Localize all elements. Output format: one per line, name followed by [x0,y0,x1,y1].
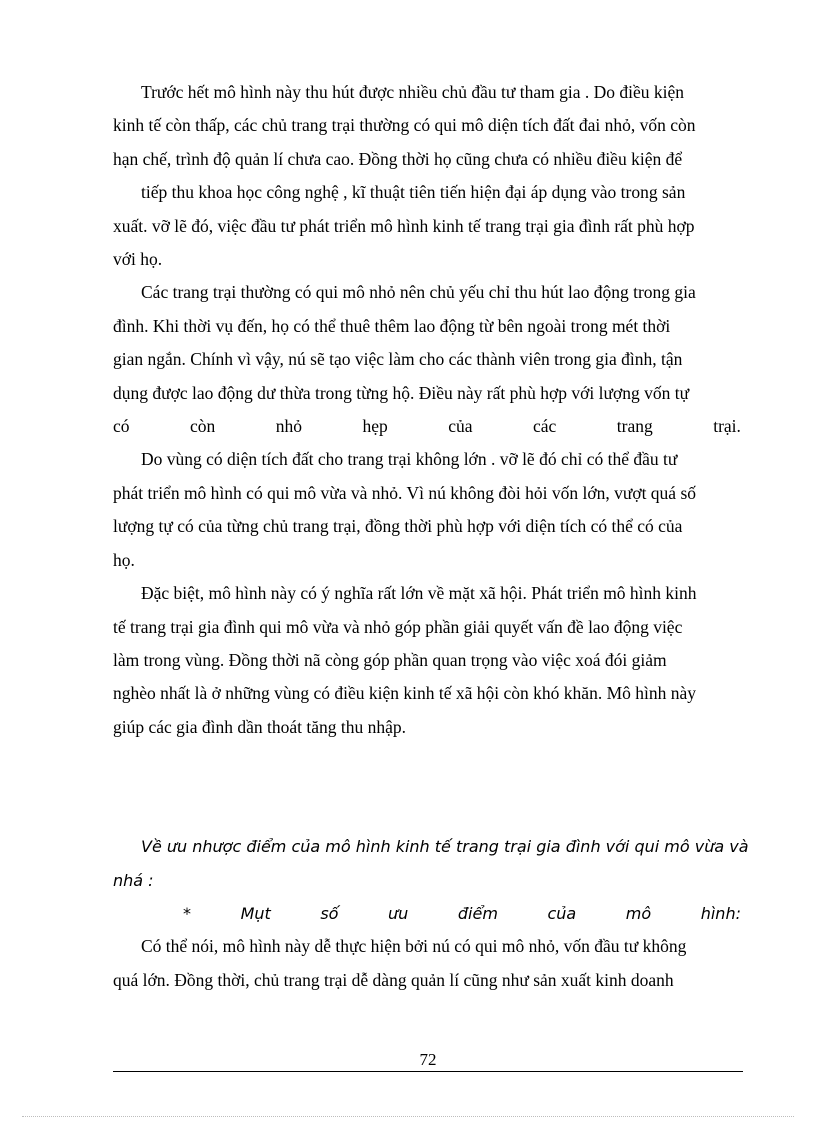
word: nhỏ [275,416,302,437]
text-line: Đặc biệt, mô hình này có ý nghĩa rất lớn về mặt xã hội. Phát triển mô hình kinh [141,583,697,604]
footer-rule [113,1071,743,1072]
page-edge-dotted-line [22,1116,794,1117]
text-line: Các trang trại thường có qui mô nhỏ nên chủ yếu chỉ thu hút lao động trong gia [141,282,696,303]
text-line: xuất. vỡ lẽ đó, việc đầu tư phát triển mô hình kinh tế trang trại gia đình rất phù hợp [113,215,695,236]
text-line: Trước hết mô hình này thu hút được nhiều chủ đầu tư tham gia . Do điều kiện [141,82,685,102]
text-line: tế trang trại gia đình qui mô vừa và nhỏ góp phần giải quyết vấn đề lao động việc [113,616,683,637]
word: của [547,903,577,923]
text-line: hạn chế, trình độ quản lí chưa cao. Đồng thời họ cũng chưa có nhiều điều kiện để [113,148,683,169]
italic-heading-line: nhá : [113,870,154,890]
word: ưu [388,903,409,923]
text-line: lượng tự có của từng chủ trang trại, đồng thời phù hợp với diện tích có thể có của [113,516,683,537]
text-line: Có thể nói, mô hình này dễ thực hiện bởi nú có qui mô nhỏ, vốn đầu tư không [141,936,687,957]
word: số [320,903,339,923]
paragraph-4 [113,577,741,744]
text-line: giúp các gia đình dần thoát tăng thu nhập. [113,716,407,737]
word: còn [190,416,216,437]
text-line: tiếp thu khoa học công nghệ , kĩ thuật tiên tiến hiện đại áp dụng vào trong sản [141,182,686,203]
word: trại. [713,416,741,437]
word: các [532,416,557,437]
text-line: với họ. [113,249,163,270]
word: điểm [457,903,498,923]
word: hẹp [362,416,388,437]
word: có [113,416,130,437]
text-line: nghèo nhất là ở những vùng có điều kiện kinh tế xã hội còn khó khăn. Mô hình này [113,683,697,704]
text-line: Do vùng có diện tích đất cho trang trại không lớn . vỡ lẽ đó chỉ có thể đầu tư [141,449,678,470]
paragraph-5 [113,930,741,997]
italic-heading-line: Về ưu nhược điểm của mô hình kinh tế trang trại gia đình với qui mô vừa và [141,837,749,857]
page-body [113,76,749,997]
word: của [448,416,473,437]
word: hình: [700,903,741,923]
text-line: làm trong vùng. Đồng thời nã còng góp phần quan trọng vào việc xoá đói giảm [113,649,667,670]
text-line: quá lớn. Đồng thời, chủ trang trại dễ dàng quản lí cũng như sản xuất kinh doanh [113,969,674,990]
text-line: phát triển mô hình có qui mô vừa và nhỏ. Vì nú không đòi hỏi vốn lớn, vượt quá số [113,482,697,503]
paragraph-2 [113,276,741,443]
paragraph-3 [113,443,741,577]
paragraph-1 [113,76,741,276]
word: trang [616,416,653,437]
subheading-advantages [113,897,741,930]
word: mô [625,903,652,923]
page-number: 72 [419,1050,437,1069]
text-line: gian ngắn. Chính vì vậy, nú sẽ tạo việc làm cho các thành viên trong gia đình, tận [113,349,683,370]
text-line: đình. Khi thời vụ đến, họ có thể thuê thêm lao động từ bên ngoài trong mét thời [113,315,671,336]
text-line: kinh tế còn thấp, các chủ trang trại thường có qui mô diện tích đất đai nhỏ, vốn còn [113,115,696,136]
text-line: dụng được lao động dư thừa trong từng hộ. Điều này rất phù hợp với lượng vốn tự [113,382,690,403]
text-line: họ. [113,549,135,570]
spread-text-line [113,410,741,443]
spacer [113,744,741,830]
italic-heading [113,830,749,930]
word: * [183,903,191,923]
word: Mụt [240,903,271,923]
